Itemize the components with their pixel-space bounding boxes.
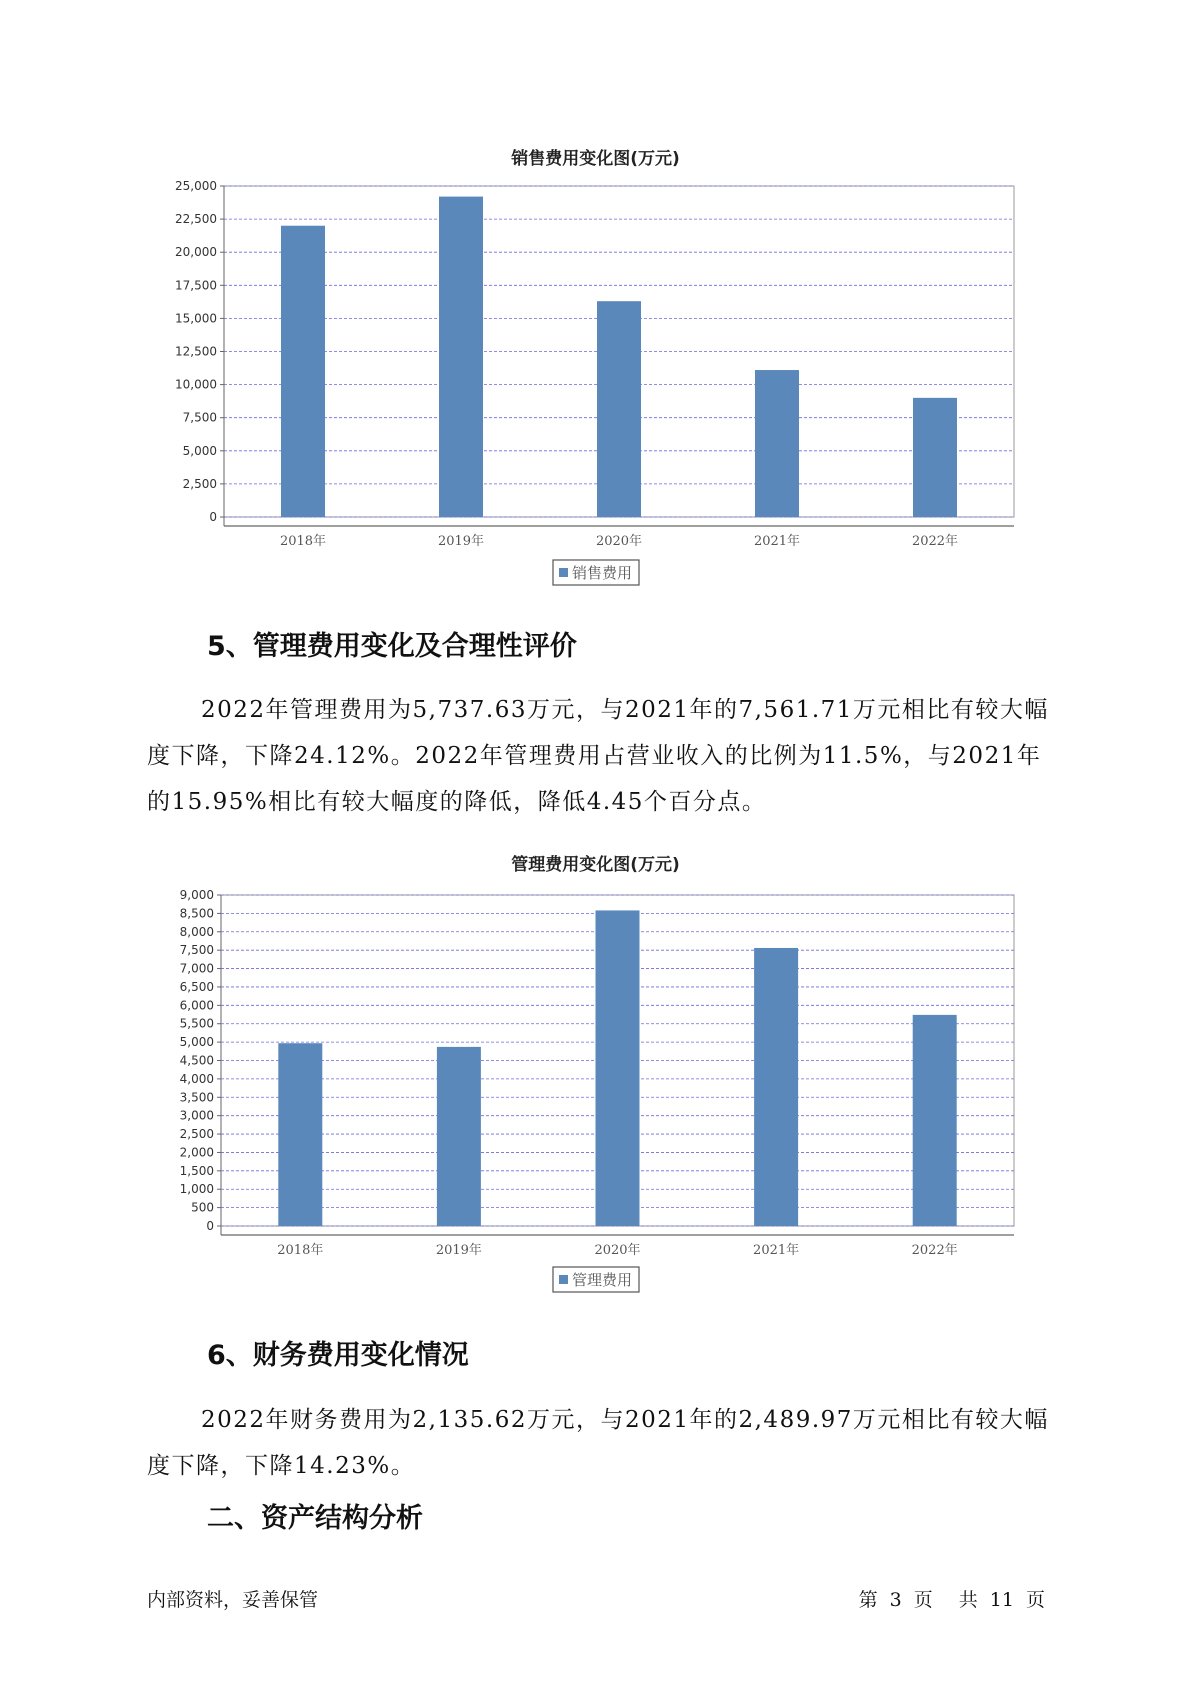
bar (278, 1043, 322, 1226)
y-tick-label: 5,500 (179, 1016, 214, 1031)
y-tick-label: 7,000 (179, 961, 214, 976)
y-tick-label: 12,500 (175, 344, 217, 359)
y-tick-label: 7,500 (179, 943, 214, 958)
bar (437, 1047, 481, 1226)
y-tick-label: 4,000 (179, 1071, 214, 1086)
y-tick-label: 0 (209, 510, 217, 524)
y-tick-label: 2,500 (179, 1127, 214, 1142)
y-tick-label: 9,000 (179, 888, 214, 902)
y-tick-label: 8,000 (179, 924, 214, 939)
y-tick-label: 4,500 (179, 1053, 214, 1068)
y-tick-label: 6,500 (179, 979, 214, 994)
mgmt-expense-chart (0, 880, 1191, 1300)
y-tick-label: 2,000 (179, 1145, 214, 1160)
y-tick-label: 7,500 (182, 410, 217, 425)
page-unit: 页 (913, 1589, 933, 1611)
x-tick-label: 2019年 (435, 1243, 482, 1258)
x-tick-label: 2022年 (911, 1243, 958, 1258)
bar (597, 301, 641, 517)
x-tick-label: 2018年 (279, 534, 327, 549)
x-tick-label: 2018年 (277, 1243, 324, 1258)
x-tick-label: 2020年 (594, 1243, 641, 1258)
y-tick-label: 17,500 (175, 278, 217, 293)
y-tick-label: 8,500 (179, 906, 214, 921)
sales-chart-title: 销售费用变化图(万元) (511, 149, 680, 169)
bar (754, 948, 798, 1226)
x-tick-label: 2019年 (437, 534, 485, 549)
page-num: 3 (889, 1589, 902, 1611)
bar (596, 910, 640, 1226)
x-tick-label: 2020年 (595, 534, 643, 549)
y-tick-label: 15,000 (175, 311, 217, 326)
bar (913, 398, 957, 517)
y-tick-label: 25,000 (175, 179, 217, 193)
sales-expense-chart (0, 170, 1191, 610)
footer-note: 内部资料，妥善保管 (147, 1589, 319, 1611)
y-tick-label: 10,000 (175, 377, 217, 392)
y-tick-label: 3,500 (179, 1090, 214, 1105)
y-tick-label: 5,000 (179, 1035, 214, 1050)
finance-heading: 6、财务费用变化情况 (207, 1340, 469, 1371)
total-num: 11 (989, 1589, 1014, 1611)
y-tick-label: 20,000 (175, 245, 217, 260)
y-tick-label: 1,500 (179, 1163, 214, 1178)
mgmt-heading: 5、管理费用变化及合理性评价 (207, 631, 577, 662)
legend (553, 560, 639, 585)
legend (553, 1267, 639, 1292)
x-tick-label: 2021年 (753, 1243, 800, 1258)
total-unit: 页 (1025, 1589, 1045, 1611)
y-tick-label: 3,000 (179, 1108, 214, 1123)
legend-swatch (559, 568, 568, 577)
y-tick-label: 500 (191, 1200, 214, 1215)
bar (439, 197, 483, 517)
y-tick-label: 5,000 (182, 443, 217, 458)
y-tick-label: 1,000 (179, 1182, 214, 1197)
total-prefix: 共 (958, 1589, 978, 1611)
legend-swatch (559, 1275, 568, 1284)
finance-paragraph: 2022年财务费用为2,135.62万元，与2021年的2,489.97万元相比有较大幅度下降，下降14.23%。 (147, 1407, 1049, 1479)
x-tick-label: 2021年 (753, 534, 801, 549)
y-tick-label: 0 (206, 1219, 214, 1233)
asset-heading: 二、资产结构分析 (207, 1503, 423, 1534)
bar (281, 226, 325, 517)
mgmt-chart-title: 管理费用变化图(万元) (511, 855, 680, 875)
legend-label: 管理费用 (572, 1271, 633, 1289)
page-number (853, 1585, 1051, 1612)
y-tick-label: 2,500 (182, 476, 217, 491)
y-tick-label: 22,500 (175, 212, 217, 227)
page-prefix: 第 (858, 1589, 878, 1611)
x-tick-label: 2022年 (911, 534, 959, 549)
bar (755, 370, 799, 517)
y-tick-label: 6,000 (179, 998, 214, 1013)
bar (913, 1015, 957, 1226)
legend-label: 销售费用 (572, 564, 633, 582)
mgmt-paragraph: 2022年管理费用为5,737.63万元，与2021年的7,561.71万元相比有较大幅度下降，下降24.12%。2022年管理费用占营业收入的比例为11.5%，与2021年的15.95%相比有较大幅度的降低，降低4.45个百分点。 (147, 697, 1049, 815)
